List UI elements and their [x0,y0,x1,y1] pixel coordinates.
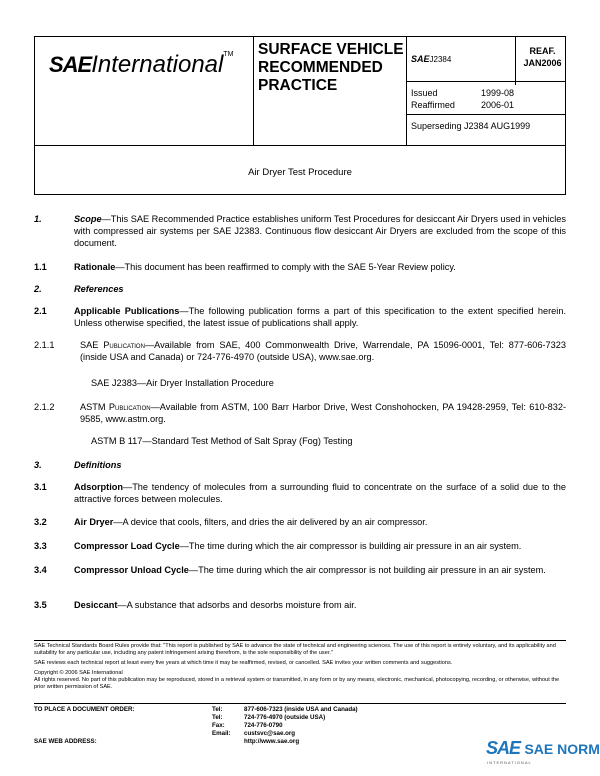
logo-tm-mark: TM [223,51,234,58]
section-heading: Air Dryer [74,517,114,527]
section-text: —The following publication forms a part of this specification to the extent specified herein. Unless otherwise specified, the latest issue of publications shall apply. [74,306,567,328]
section-number: 3.2 [34,517,47,527]
tel-label: Tel: [212,706,223,713]
section-number: 3.5 [34,600,47,610]
order-label: TO PLACE A DOCUMENT ORDER: [34,706,135,713]
reference-text: SAE J2383—Air Dryer Installation Procedure [91,378,274,388]
section-number: 2.1.2 [34,402,55,412]
reaf-label: REAF. [529,46,556,56]
doc-prefix: SAE [411,54,430,64]
section-number: 3.1 [34,482,47,492]
section-heading: References [74,284,124,294]
section-3-2 [34,516,566,528]
superseding-text: Superseding J2384 AUG1999 [411,121,531,131]
logo-international-text: International [91,51,224,78]
section-heading: Scope [74,214,102,224]
footer-copyright: Copyright © 2006 SAE International [34,670,123,676]
publisher-name: ASTM Publication [80,402,151,412]
section-1 [34,213,566,249]
publisher-name: SAE Publication [80,340,145,350]
reference-text: ASTM B 117—Standard Test Method of Salt Spray (Fog) Testing [91,436,353,446]
section-heading: Definitions [74,460,122,470]
email-link[interactable]: custsvc@sae.org [244,730,296,737]
section-1-1 [34,261,566,273]
section-heading: Adsorption [74,482,123,492]
section-number: 3.3 [34,541,47,551]
section-3-1 [34,481,566,505]
reaffirmation-stamp [520,45,565,69]
brand-sae: SAE [486,738,521,758]
header-divider [515,37,516,85]
brand-norm: SAE NORM [524,741,600,757]
section-text: —This SAE Recommended Practice establishes uniform Test Procedures for desiccant Air Dryers used in vehicles with compressed air systems per SAE J2383. Continuous flow desiccant Air Dryers are excluded from the scope of this document. [74,214,566,248]
document-subtitle-box [34,145,566,195]
section-number: 2. [34,284,42,294]
header-rule [406,114,565,115]
section-number: 3. [34,460,42,470]
section-3-3 [34,540,566,552]
reaffirmed-label: Reaffirmed [411,100,455,110]
reference-item [34,435,566,447]
section-text: —A device that cools, filters, and dries the air delivered by an air compressor. [113,517,428,527]
section-text: —A substance that adsorbs and desorbs moisture from air. [117,600,357,610]
brand-tagline: INTERNATIONAL [487,760,532,765]
section-2-1-2 [34,401,566,425]
header-divider [406,37,407,145]
section-number: 2.1 [34,306,47,316]
section-text: —Available from ASTM, 100 Barr Harbor Drive, West Conshohocken, PA 19428-2959, Tel: 610-832-9585, www.astm.org. [80,402,566,424]
document-number [411,54,451,64]
section-text: —Available from SAE, 400 Commonwealth Drive, Warrendale, PA 15096-0001, Tel: 877-606-7323 (inside USA and Canada) or 724-776-4970 (outside USA), www.sae.org. [80,340,566,362]
section-heading: Rationale [74,262,116,272]
section-heading: Compressor Unload Cycle [74,565,189,575]
reaf-date: JAN2006 [523,58,562,68]
section-text: —The time during which the air compressor is building air pressure in an air system. [179,541,522,551]
document-footer [34,643,566,691]
footer-rights-text: All rights reserved. No part of this publication may be reproduced, stored in a retrieval system or transmitted, in any form or by any means, electronic, mechanical, photocopying, recording, or otherwise, without the prior written permission of SAE. [34,677,560,690]
section-number: 3.4 [34,565,47,575]
section-text: —This document has been reaffirmed to comply with the SAE 5-Year Review policy. [115,262,456,272]
header-rule [406,81,565,82]
reference-item [34,377,566,389]
section-heading: Desiccant [74,600,118,610]
sae-international-logo [49,51,233,79]
section-2 [34,283,566,295]
section-2-1 [34,305,566,329]
email-label: Email: [212,730,231,737]
doc-number-value: J2384 [429,55,452,64]
web-link[interactable]: http://www.sae.org [244,738,300,745]
document-header [34,36,566,146]
header-divider [253,37,254,145]
issued-label: Issued [411,88,438,98]
section-2-1-1 [34,339,566,363]
document-subtitle: Air Dryer Test Procedure [248,167,352,178]
document-type-title: SURFACE VEHICLE RECOMMENDED PRACTICE [258,41,404,94]
section-number: 1. [34,214,42,224]
section-heading: Applicable Publications [74,306,180,316]
sae-norm-watermark [486,738,600,765]
fax-value: 724-776-0790 [244,722,283,729]
section-3 [34,459,566,471]
issued-value: 1999-08 [481,88,515,98]
section-text: —The tendency of molecules from a surrounding fluid to concentrate on the surface of a solid due to the attractive forces between molecules. [74,482,566,504]
section-3-4 [34,564,566,576]
section-number: 2.1.1 [34,340,55,350]
section-number: 1.1 [34,262,47,272]
section-text: —The time during which the air compressor is not building air pressure in an air system. [188,565,546,575]
fax-label: Fax: [212,722,225,729]
tel2-value: 724-776-4970 (outside USA) [244,714,326,721]
section-3-5 [34,599,566,611]
footer-rule [34,703,566,704]
footer-rule [34,640,566,641]
section-heading: Compressor Load Cycle [74,541,180,551]
footer-rules-text: SAE Technical Standards Board Rules provide that: "This report is published by SAE to advance the state of technical and engineering sciences. The use of this report is entirely voluntary, and its applicability and suitability for any particular use, including any patent infringement arising therefrom, is the sole responsibility of the user." [34,643,556,656]
logo-sae-text: SAE [49,52,92,77]
footer-review-text: SAE reviews each technical report at least every five years at which time it may be reaffirmed, revised, or cancelled. SAE invites your written comments and suggestions. [34,660,453,666]
tel2-label: Tel: [212,714,223,721]
web-label: SAE WEB ADDRESS: [34,738,97,745]
reaffirmed-value: 2006-01 [481,100,515,110]
issue-dates [411,87,514,111]
tel-value: 877-606-7323 (inside USA and Canada) [244,706,358,713]
